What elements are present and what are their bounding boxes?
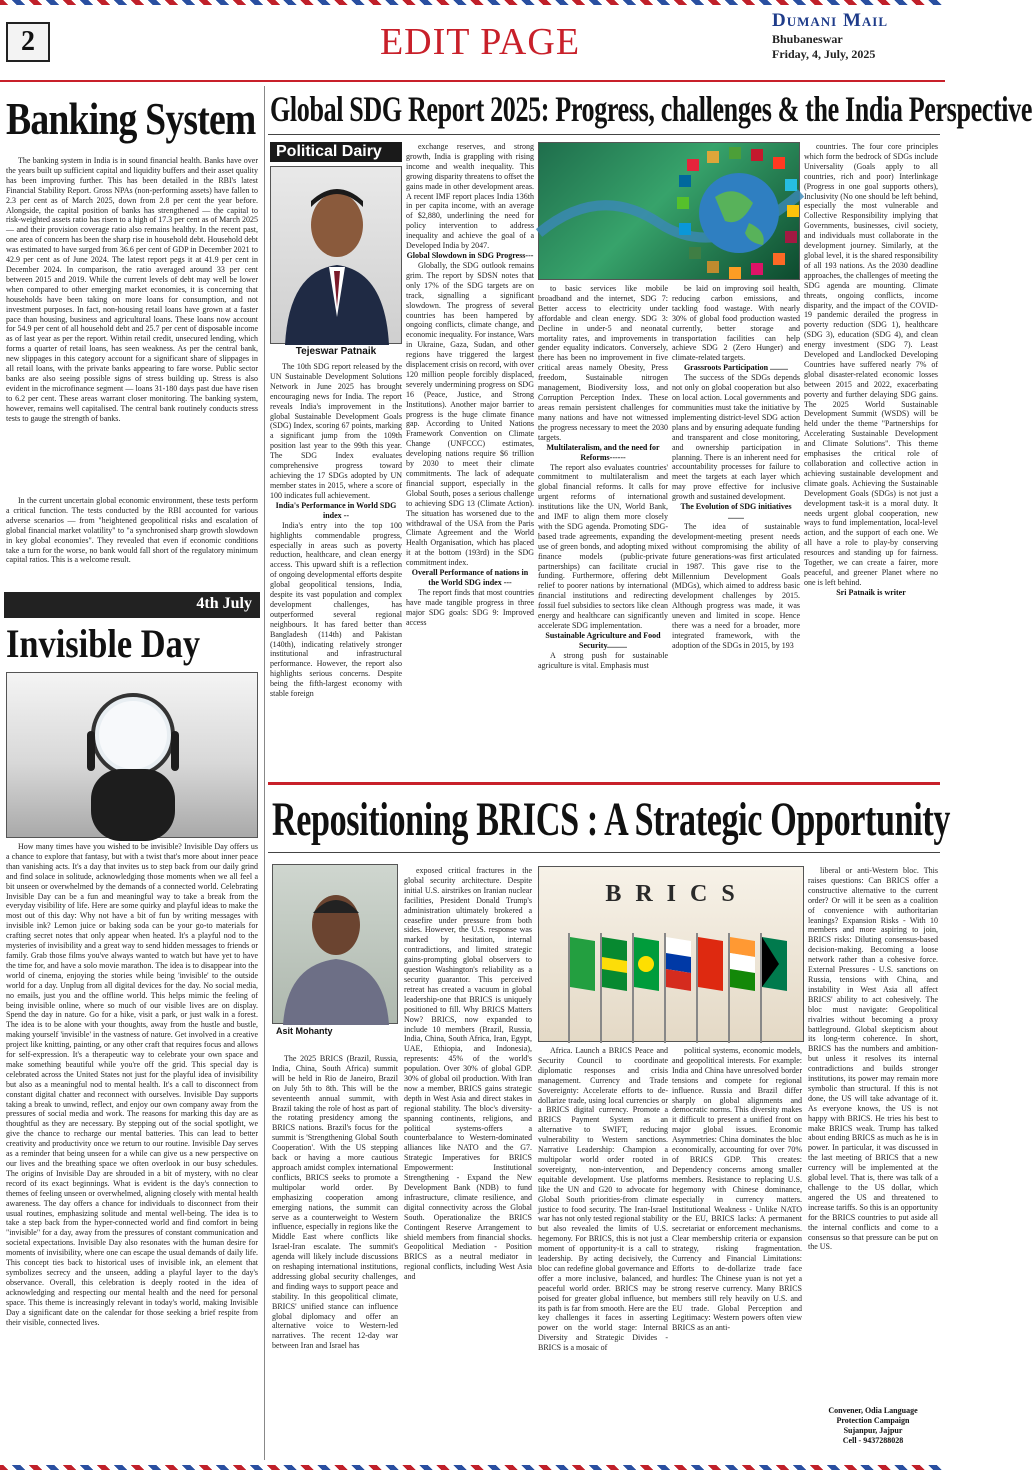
sdg-col3b-text: The report also evaluates countries' commitment to multilateralism and global financial reforms. It calls for urgent reforms of international institutions like the UN, World Bank, and IMF to align them more closely with the SDG agenda. Promoting SDG-based trade agreements, expanding the use of green bonds, and adopting mixed finance models (public-private partnerships) can facilitate crucial funding. Furthermore, offering debt relief to poorer nations by international financial institutions and redirecting fossil fuel subsidies to sectors like clean energy and healthcare can significantly accelerate SDG implementation. xyxy=(538,462,668,630)
sdg-col3-text: to basic services like mobile broadband and the internet, SDG 7: Better access to electricity under affordable and clean energy. SDG 3: Decline in under-5 and neonatal mortality rates, and improvements in gender equality indicators. Conversely, there has been no improvement in five critical areas namely Obesity, Press freedom, Sustainable nitrogen management, Biodiversity loss, and Corruption Perception Index. These areas remain persistent challenges for many nations and have not witnessed the progress necessary to meet the 2030 targets. xyxy=(538,284,668,442)
sdg-column-5 xyxy=(804,142,938,764)
sdg-globe-illustration xyxy=(539,143,801,281)
invisible-photo xyxy=(6,672,258,838)
brics-headline: Repositioning BRICS : A Strategic Opportunity xyxy=(272,793,951,846)
sdg-col2c-text: The report finds that most countries have made tangible progress in three major SDG goals: SDG 9: Improved access xyxy=(406,588,534,627)
sdg-col1b-text: India's entry into the top 100 highlights commendable progress, especially in areas such as poverty reduction, healthcare, and clean energy access. This upward shift is a reflection of ongoing developmental efforts despite global geopolitical tensions, India, despite its vast population and complex development challenges, has outperformed several regional neighbours. It has fared better than Bangladesh (114th) and Pakistan (140th), indicating relatively stronger institutional and infrastructural performance. However, the report also highlights serious concerns. Despite being the fifth-largest economy with stable foreign xyxy=(270,520,402,699)
brics-rule xyxy=(268,852,940,853)
brics-column-2 xyxy=(404,866,532,1460)
paper-name: Dumani Mail xyxy=(772,10,889,31)
brics-col4-text: political systems, economic models, and geopolitical interests. For example: India and China have unresolved border tensions and compete for regional influence. Russia and Brazil differ sharply on global alignments and democratic norms. This diversity makes it difficult to present a unified front on major global issues. Economic Asymmetries: China dominates the bloc economically, accounting for over 70% of BRICS GDP. This creates: Dependency concerns among smaller members. Resistance to replacing U.S. hegemony with Chinese dominance, especially in currency matters. Institutional Weakness - Unlike NATO or the EU, BRICS lacks: A permanent secretariat or enforcement mechanisms. Clear membership criteria or expansion strategy, risking fragmentation. Currency and Financial Limitations: Efforts to de-dollarize trade face hurdles: The Chinese yuan is not yet a strong reserve currency. Many BRICS members still rely heavily on U.S. and EU trade. Global Perception and Legitimacy: Western powers often view BRICS as an anti- xyxy=(672,1046,802,1333)
brics-flags-photo xyxy=(538,866,804,1042)
city: Bhubaneswar xyxy=(772,32,843,46)
column-divider xyxy=(264,86,265,1460)
flags-illustration xyxy=(539,867,805,1043)
brics-col5-text: liberal or anti-Western bloc. This raises questions: Can BRICS offer a constructive alternative to the current order? Or will it be seen as a coalition of convenience with authoritarian leanings? Expansion Risks - With 10 members and more aspiring to join, BRICS risks: Diluting consensus-based decision-making. Becoming a loose network rather than a cohesive force. External Pressures - U.S. sanctions on Russia, tensions with China, and instability in West Asia all affect BRICS' ability to act cohesively. The bloc must navigate: Geopolitical rivalries without becoming a proxy battleground. Global skepticism about its long-term coherence. In short, BRICS has the numbers and ambition-but unless it resolves its internal contradictions and builds stronger institutions, its power may remain more symbolic than structural. If this is not done, the US will take advantage of it. As everyone knows, the US is not happy with BRICS. He tries his best to make BRICS weak. Trump has talked about ending BRICS as much as he is in power. In particular, it was discussed in the last meeting of BRICS that a new currency will be implemented at the global level. That is, there was talk of a challenge to the US dollar, which angered the US and threatened to increase tariffs. So this is an opportunity for the BRICS countries to put aside all the internal conflicts and come to a consensus so that pressure can be put on the US. xyxy=(808,866,938,1252)
brics-author-name: Asit Mohanty xyxy=(276,1026,333,1036)
brics-column-3 xyxy=(538,1046,668,1460)
sdg-globe-photo xyxy=(538,142,800,280)
sdg-col3c-text: A strong push for sustainable agriculture is vital. Emphasis must xyxy=(538,650,668,670)
sdg-subhead-2: Global Slowdown in SDG Progress--- xyxy=(406,250,534,260)
sdg-subhead-5: Sustainable Agriculture and Food Security.......... xyxy=(545,630,661,650)
contact-line-1: Convener, Odia Language xyxy=(828,1406,918,1415)
brics-col3-text: Africa. Launch a BRICS Peace and Security Council to coordinate diplomatic responses and crisis management. Currency and Trade Sovereignty: Accelerate efforts to de-dollarize trade, using local currencies or a BRICS digital currency. Promote a BRICS Payment System as an alternative to SWIFT, reducing vulnerability to Western sanctions. Narrative Leadership: Champion a multipolar world order rooted in sovereignty, non-intervention, and equitable development. Use platforms like the UN and G20 to advocate for Global South priorities-from climate justice to food security. The Iran-Israel war has not only tested regional stability but also revealed the limits of U.S. hegemony. For BRICS, this is not just a moment of opportunity-it is a call to leadership. By acting decisively, the bloc can redefine global governance and offer a more inclusive, balanced, and peaceful world order. BRICS may be poised for greater global influence, but its path is far from smooth. Here are the key challenges it faces in asserting power on the world stage: Internal Diversity and Strategic Divides - BRICS is a mosaic of xyxy=(538,1046,668,1353)
section-divider xyxy=(268,782,940,785)
sdg-author-photo xyxy=(270,166,402,344)
brics-col1-text: The 2025 BRICS (Brazil, Russia, India, China, South Africa) summit will be held in Rio de Janeiro, Brazil on July 5th to 8th. This will be the seventeenth annual summit, with Brazil taking the role of host as part of the rotating presidency among the BRICS nations. Brazil's focus for the summit is 'Strengthening Global South Cooperation'. With the US stepping back or having a more cautious approach amidst complex international conflicts, BRICS seeks to promote a multipolar world order. By emphasizing cooperation among emerging nations, the summit can serve as a counterweight to Western influence, especially in regions like the Middle East where conflicts like Israel-Iran escalate. The summit's agenda will likely include discussions on reshaping international institutions, addressing global security challenges, and finding ways to support peace and stability. In this geopolitical climate, BRICS' unified stance can influence global diplomacy and offer an alternative voice to Western-led narratives. The recent 12-day war between Iran and Israel has xyxy=(272,1054,398,1351)
author-portrait xyxy=(271,167,403,345)
brics-author-photo xyxy=(272,864,398,1024)
sdg-col4b-text: The success of the SDGs depends not only on global cooperation but also on local action. Local governments and communities must take the initiative by implementing district-level SDG action plans and by ensuring adequate funding and transparent and close monitoring, and ownership participation in planning. There is an inherent need for accountability processes for failure to meet the targets at each layer which may prove effective for inclusive growth and sustained development. xyxy=(672,373,800,502)
sdg-col2-text: exchange reserves, and strong growth, India is grappling with rising income and wealth inequality. This growing disparity threatens to offset the gains made in other development areas. A recent IMF report places India 136th in per capita income, with an average of $2,880, underlining the need for policy intervention to address inequality and achieve the goal of a Developed India by 2047. xyxy=(406,142,534,251)
sdg-col2b-text: Globally, the SDG outlook remains grim. The report by SDSN notes that only 17% of the SDG targets are on track, signalling a significant slowdown. The progress of several countries has been hampered by ongoing conflicts, climate change, and economic inequality. For instance, Wars in Ukraine, Gaza, Sudan, and other regions have triggered the largest displacement crisis on record, with over 120 million people forcibly displaced, severely undermining progress on SDG 16 (Peace, Justice, and Strong Institutions). Another major barrier to progress is the huge climate finance gap. According to United Nations Framework Convention on Climate Change (UNFCCC) estimates, developing nations require $6 trillion by 2030 to meet their climate commitments. The lack of adequate financial support, especially in the Global South, poses a serious challenge to achieving SDG 13 (Climate Action). The situation has worsened due to the withdrawal of the USA from the Paris Climate Agreement and the World Health Organisation, which has placed it at the bottom (193rd) in the SDG commitment index. xyxy=(406,260,534,568)
sdg-headline: Global SDG Report 2025: Progress, challenges & the India Perspective xyxy=(270,89,1032,129)
invisible-date-bar: 4th July xyxy=(4,592,260,618)
section-title: EDIT PAGE xyxy=(379,21,581,63)
banking-headline: Banking System xyxy=(6,93,256,144)
banking-paragraph-1: The banking system in India is in sound financial health. Banks have over the years built up sufficient capital and liquidity buffers and their asset quality has been improving further. This has been detailed in the RBI's latest Financial Stability Report. Gross NPAs (non-performing assets) have fallen to 2.3 per cent as of March 2025, down from 2.8 per cent the year before. Alongside, the capital position of banks has strengthened — the capital to risk-weighted assets ratio has risen to a high of 17.3 per cent as of March 2025 — and their provision coverage ratio also remains healthy. In the recent past, one area of concern has been the sharp rise in household debt. Household debt was estimated to have surged from 36.6 per cent of GDP in December 2021 to 42.9 per cent as of June 2024. The latest report pegs it at 41.9 per cent in December 2024. In comparison, the ratio averaged around 33 per cent between 2015 and 2019. While the current levels of debt may well be lower when compared to other emerging market economies, it is concerning that households have been taking on more loans for consumption, and not investment purposes. In fact, non-housing retail loans have grown at a faster pace than housing, business and agricultural loans. These loans now account for 54.9 per cent of all household debt and 25.7 per cent of disposable income as of last year as per the report. Within retail credit, unsecured lending, which forms a quarter of retail loans, has seen weakness. As per the central bank, new slippages in this category account for a significant share of slippages in all retail loans, with the private banks appearing to fare worse. Public sector banks are also seeing possible signs of stress building up. Stress is also evident in the microfinance segment — loans 31-180 days past due have risen to 6.2 per cent. These areas warrant closer monitoring. The banking system, however, remains well capitalised. The central bank routinely conducts stress tests to gauge the strength of banks. xyxy=(6,156,258,423)
sdg-subhead-6: Grassroots Participation ......... xyxy=(683,363,789,373)
banking-body-2 xyxy=(6,496,258,588)
sdg-subhead-4: Multilateralism, and the need for Reforms------ xyxy=(546,442,660,462)
sdg-col4-text: be laid on improving soil health, reducing carbon emissions, and tackling food wastage. With nearly 30% of global food production wasted currently, better storage and transportation facilities can help achieve SDG 2 (Zero Hunger) and climate-related targets. xyxy=(672,284,800,363)
banking-paragraph-2: In the current uncertain global economic environment, these tests perform a critical function. The tests conducted by the RBI accounted for various adverse scenarios — from "heightened geopolitical risks and escalation of global financial market volatility" to "a synchronised sharp growth slowdown in key global economies". They revealed that even if economic conditions take a turn for the worse, no bank would fall short of the regulatory minimum capital ratios. This is a welcome result. xyxy=(6,496,258,565)
brics-author-contact xyxy=(808,1406,938,1446)
brics-column-5 xyxy=(808,866,938,1404)
invisible-headline: Invisible Day xyxy=(6,621,201,666)
contact-line-2: Protection Campaign xyxy=(836,1416,910,1425)
sdg-column-2 xyxy=(406,142,534,762)
sdg-byline: Sri Patnaik is writer xyxy=(836,587,906,597)
page-number: 2 xyxy=(6,22,50,62)
brics-photo-label: B R I C S xyxy=(605,881,739,907)
sdg-subhead-7: The Evolution of SDG initiatives ........ xyxy=(680,502,792,522)
brics-column-4 xyxy=(672,1046,802,1460)
brics-column-1 xyxy=(272,1054,398,1460)
sdg-rule xyxy=(268,134,940,135)
contact-line-4: Cell - 9437288028 xyxy=(842,1436,904,1445)
invisible-body xyxy=(6,842,258,1458)
banking-body-1 xyxy=(6,156,258,488)
top-decor-strip xyxy=(0,0,945,5)
sdg-column-4 xyxy=(672,284,800,762)
sdg-col5-text: countries. The four core principles which form the bedrock of SDGs include Universality (Goals apply to all countries, rich and poor) Interlinkage (Progress in one goal supports others), Inclusivity (No one should be left behind, especially the most vulnerable and Collective Responsibility implying that Governments, businesses, civil society, and individuals must collaborate in the development journey. Similarly, at the global level, it is the shared responsibility of all 193 nations. As the 2030 deadline approaches, the challenges of meeting the SDG agenda are mounting. Climate threats, ongoing conflicts, income disparity, and the impact of the COVID-19 pandemic derailed the progress in poverty reduction (SDG 1), healthcare (SDG 3), education (SDG 4), and clean energy investment (SDG 7). Least Developed and Landlocked Developing Countries have suffered nearly 7% of global disaster-related economic losses between 2015 and 2022, exacerbating poverty and further delaying SDG gains. The 2025 World Sustainable Development Summit (WSDS) will be held under the theme "Partnerships for Accelerating Sustainable Development and Climate Solutions". This theme emphasises the critical role of collaboration and collective action in achieving sustainable development and climate goals. Achieving the Sustainable Development Goals (SDGs) is not just a development task-it is a moral duty. It needs urgent global cooperation, new ways to fund implementation, local-level action, and the support of each one. We all have a role to play-by conserving resources and standing up for fairness. Together, we can create a fairer, more peaceful, and greener Planet where no one is left behind. xyxy=(804,142,938,587)
masthead xyxy=(772,10,942,62)
issue-date: Friday, 4, July, 2025 xyxy=(772,47,876,61)
mirror-figure-illustration xyxy=(7,673,259,839)
sdg-author-name: Tejeswar Patnaik xyxy=(295,346,377,357)
bottom-decor-strip xyxy=(0,1465,945,1470)
brics-col2-text: exposed critical fractures in the global security architecture. Despite initial U.S. airstrikes on Iranian nuclear facilities, President Donald Trump's administration ultimately brokered a ceasefire under pressure from both sides. However, the U.S. response was marked by hesitation, internal contradictions, and limited strategic gains-prompting global observers to question Washington's reliability as a security guarantor. This perceived retreat has created a vacuum in global leadership-one that BRICS is uniquely positioned to fill. Why BRICS Matters Now? BRICS, now expanded to include 10 members (Brazil, Russia, India, China, South Africa, Iran, Egypt, UAE, Ethiopia, and Indonesia), represents: 45% of the world's population. Over 30% of global GDP. 30% of global oil production. With Iran now a member, BRICS gains strategic depth in West Asia and direct stakes in regional stability. The bloc's diversity-spanning continents, religions, and political systems-offers a counterbalance to Western-dominated alliances like NATO and the G7. Strategic Imperatives for BRICS Empowerment: Institutional Strengthening - Expand the New Development Bank (NDB) to fund infrastructure, climate resilience, and digital connectivity across the Global South. Operationalize the BRICS Contingent Reserve Arrangement to shield members from financial shocks. Geopolitical Mediation - Position BRICS as a neutral mediator in regional conflicts, including West Asia and xyxy=(404,866,532,1282)
author-portrait xyxy=(273,865,399,1025)
invisible-paragraph: How many times have you wished to be invisible? Invisible Day offers us a chance to explore that fantasy, but with a twist that's more about inner peace than vanishing acts. It's a day that invites us to step back from our daily grind and find solace in solitude, acknowledging those moments when we all feel a bit unseen or overwhelmed by the demands of a connected world. Celebrating Invisible Day can be a fun and meaningful way to take a break from the everyday visibility of life. Here are some quirky and playful ideas to make the most out of this day: Why not have a bit of fun by writing messages with invisible ink? Lemon juice or baking soda can be your go-to materials for crafting secret notes that only appear when heated. It's a playful nod to the mysteries of invisibility and a great way to send hidden messages to friends or family. Grab those films you've always wanted to watch but have yet to have the time for, and have a solo movie marathon. The idea is to disappear into the world of cinema, enjoying the stories while being 'invisible' to the outside world for a day. Unplug from all digital devices for the day. No social media, no emails, just you and the offline world. This helps mimic the feeling of being invisible online, where so much of our visible lives are on display. Spend the day in nature. Go for a hike, visit a park, or just walk in a forest. The idea is to be alone with your thoughts, away from the hustle and bustle, making yourself 'invisible' in the vastness of nature. Get involved in a creative project like knitting, painting, or any other craft that requires focus and allows for self-expression. It's a therapeutic way to celebrate your own space and make something beautiful while you're off the grid. This special day is celebrated across the United States not just for the playful idea of invisibility but also as a meaningful nod to mental health. It's a call to disconnect from constant digital chatter and reconnect with ourselves. Invisible Day supports taking a break to unwind, reflect, and enjoy our own company away from the pressures of social media and work. The reasons for marking this day are as thoughtful as they are necessary. By stepping out of the social spotlight, we give the chance to recharge our mental batteries. This can lead to better creativity and productivity once we return to our routine. Invisible Day serves as a reminder that being unseen for a while can give us a new perspective on our lives and the breathing space we often overlook in our busy schedules. The origins of Invisible Day are shrouded in a bit of mystery, with no clear record of its exact beginnings. What is evident is the day's connection to themes of feeling unseen or overwhelmed, aligning closely with mental health awareness. The day offers a chance for individuals to disconnect from their usual routines, emphasizing solitude and mental well-being. The idea is to take a step back from the hyper-connected world and find comfort in being "invisible" for a day, away from the pressures of constant communication and societal expectations. Invisible Day also resonates with the human desire for moments of invisibility, where one can escape the usual demands of daily life. This concept ties back to historical uses of invisible ink, an element that symbolizes secrecy and the unseen, adding a playful layer to the day's observance. Overall, this celebration is deeply rooted in the idea of acknowledging and respecting our mental health and the need for personal space. This theme is increasingly relevant in today's world, making Invisible Day a significant date on the calendar for those seeking a brief respite from their visible, connected lives. xyxy=(6,842,258,1327)
sdg-column-3 xyxy=(538,284,668,762)
sdg-subhead-1: India's Performance in World SDG index -- xyxy=(275,500,397,520)
sdg-subhead-3: Overall Performance of nations in the World SDG index --- xyxy=(411,568,529,588)
contact-line-3: Sujanpur, Jajpur xyxy=(843,1426,903,1435)
masthead-rule xyxy=(0,80,945,82)
column-tag: Political Dairy xyxy=(270,142,402,162)
sdg-column-1 xyxy=(270,362,402,762)
sdg-col1-text: The 10th SDG report released by the UN Sustainable Development Solutions Network in June 2025 has brought encouraging news for India. The report reveals India's improvement in the global Sustainable Development Goals (SDG) Index, scoring 67 points, marking a significant jump from the 109th position last year to the 99th this year. The SDG Index evaluates comprehensive progress toward achieving the 17 SDGs adopted by UN member states in 2015, where a score of 100 indicates full achievement. xyxy=(270,362,402,500)
sdg-col4c-text: The idea of sustainable development-meeting present needs without compromising the ability of future generations-was first articulated in 1987. This gave rise to the Millennium Development Goals (MDGs), which aimed to address basic development challenges by 2015. Although progress was made, it was uneven and limited in scope. Hence there was a need for a broader, more integrated framework, with the adoption of the SDGs in 2015, by 193 xyxy=(672,522,800,650)
